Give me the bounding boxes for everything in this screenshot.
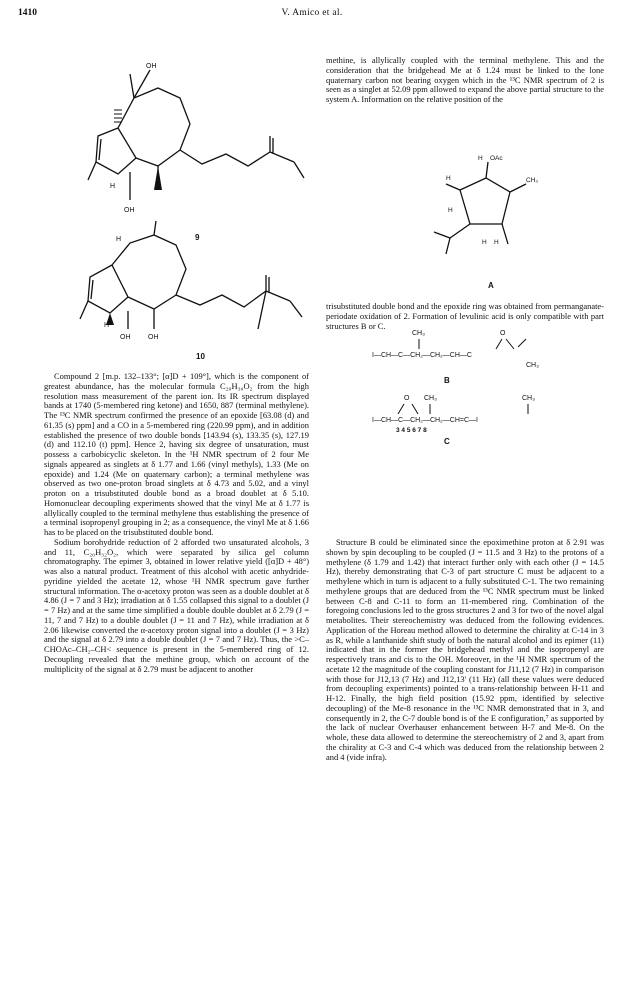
paragraph: Compound 2 [m.p. 132–133°; [α]D + 109°], which is the component of greatest abundance, has the molecular formula C₂₀H₃₀O₂ from the high resolution mass measurement of the parent ion. Its IR spectrum displayed bands at 1740 (5-membered ring ketone) and 1650, 887 (terminal methylene). The ¹³C NMR spectrum confirmed the presence of an epoxide [63.08 (d) and 61.35 (s) ppm] and a CO in a 5-membered ring (220.99 ppm), and in addition established the presence of two double bonds [143.94 (s), 133.35 (s), 127.19 (d) and 112.10 (t) ppm]. Hence 2, having six degree of unsaturation, must possess a carbobicyclic skeleton. In the ¹H NMR spectrum of 2 four Me signals appeared as singlets at δ 1.77 and 1.66 (vinyl methyls), 1.33 (Me on epoxide) and 1.24 (Me on quaternary carbon); a terminal methylene was observed as two one-proton broad singlets at δ 4.73 and 5.02, and a vinyl proton on a trisubstituted double bond as a broad doublet at δ 5.10. Homonuclear decoupling experiments showed that the vinyl Me at δ 1.77 is allylically coupled to the terminal methylene thus establishing the presence of a terminal isopropenyl grouping in 2; as a consequence, the vinyl Me at δ 1.66 has to be placed on the trisubstituted double bond. [44, 371, 309, 537]
atom-h: H [110, 183, 116, 190]
atom-h-a5: H [494, 239, 499, 246]
atom-o-c: O [404, 395, 410, 402]
c-numbers: 3 4 5 6 7 8 [396, 427, 427, 434]
atom-oac: OAc [490, 155, 503, 162]
atom-oh: OH [146, 63, 157, 70]
page-number: 1410 [18, 8, 37, 18]
paragraph: Sodium borohydride reduction of 2 afforded two unsaturated alcohols, 3 and 11, C₂₀H₃₂O₂, which were separated by silica gel column chromatography. The epimer 3, obtained in lower relative yield ([α]D + 48°) was also a natural product. Treatment of this alcohol with acetic anhydride-pyridine yielded the acetate 12, whose ¹H NMR spectrum gave further structural information. The α-acetoxy proton was seen as a double doublet at δ 4.86 (J = 7 and 3 Hz); irradiation at δ 1.55 collapsed this signal to a doublet (J = 7 Hz) and at the same time simplified a double double doublet at δ 2.79 (J = 11, 7 and 7 Hz) to a double doublet (J = 11 and 7 Hz), while irradiation at δ 2.06 likewise converted the α-acetoxy proton signal into a doublet (J = 3 Hz) and the signal at δ 2.79 into a double doublet (J = 7 and 7 Hz). Thus, the >C–CHOAc–CH₂–CH< sequence is present in the 5-membered ring of 12. Decoupling revealed that the methine group, which on account of the multiplicity of the signal at δ 2.79 must be adjacent to another [44, 536, 309, 674]
atom-oh-2: OH [124, 207, 135, 214]
formula-b: I—CH—C—CH₂—CH₂—CH—C [372, 352, 472, 359]
atom-ch3-b: CH₃ [412, 330, 425, 337]
label-10: 10 [196, 352, 205, 361]
label-A: A [488, 281, 494, 290]
atom-ch3-b2: CH₃ [526, 362, 539, 369]
atom-h-a4: H [482, 239, 487, 246]
paragraph: Structure B could be eliminated since the epoximethine proton at δ 2.91 was shown by spin decoupling to be coupled (J = 11.5 and 3 Hz) to the protons of a methylene (δ 1.79 and 1.42) that interact further only with each other (J = 14.5 Hz), thereby demonstrating that C-3 of part structure C must be adjacent to a methylene which in turn is adjacent to a fully substituted C-1. The two remaining methylene groups that are deduced from the ¹³C NMR spectrum must be linked between C-8 and C-11 to form an 11-membered ring. Combination of the foregoing conclusions led to the gross structures 2 and 3 for two of the novel algal metabolites. Their stereochemistry was deduced from the following evidences. Application of the Horeau method allowed to determine the chirality at C-14 in 3 as R, while a lanthanide shift study of both the natural alcohol and its epimer (11) indicated that in the former the bridgehead methyl and the isopropenyl are respectively trans and cis to the OH. Moreover, in the ¹H NMR spectrum of the acetate 12 the magnitude of the coupling constant for J11,12 (7 Hz) in comparison with those for J12,13 (7 Hz) and J12,13' (11 Hz) (all these values were deduced from decoupling experiments) pointed to a trans-relationship between H-11 and H-12. Finally, the high field position (15.92 ppm, identified by selective decoupling) of the Me-8 resonance in the ¹³C NMR demonstrated that in 3, and consequently in 2, the C-7 double bond is of the E configuration,⁷ as supported by the lack of nuclear Overhauser enhancement between H-7 and Me-8. On the whole, these data allowed to determine the stereochemistry of 2 and 3, apart from the chirality at C-3 and C-4 which was deduced from the relationship between 2 and 4 (vide infra). [326, 537, 604, 762]
structure-10 [30, 225, 330, 385]
right-column-mid [326, 302, 604, 331]
left-column [44, 372, 309, 674]
atom-o-b: O [500, 330, 506, 337]
atom-ch3-c2: CH₃ [522, 395, 535, 402]
paragraph: trisubstituted double bond and the epoxide ring was obtained from permanganate-periodate oxidation of 2. Formation of levulinic acid is only compatible with part structures B or C. [326, 301, 604, 331]
running-header [18, 8, 606, 22]
label-B: B [444, 376, 450, 385]
label-9: 9 [195, 233, 200, 242]
label-C: C [444, 437, 450, 446]
atom-h-10: H [116, 236, 122, 243]
atom-h-a2: H [446, 175, 451, 182]
paragraph: methine, is allylically coupled with the terminal methylene. This and the consideration that the bridgehead Me at δ 1.24 must be linked to the lone quaternary carbon not bearing oxygen which in the ¹³C NMR spectrum of 2 is seen as a singlet at 52.09 ppm allowed to expand the above partial structure to the system A. Information on the relative position of the [326, 55, 604, 104]
structure-C [372, 390, 572, 460]
atom-h-a3: H [448, 207, 453, 214]
running-authors: V. Amico et al. [281, 8, 343, 18]
right-column-bottom [326, 538, 604, 762]
atom-ch3-c: CH₃ [424, 395, 437, 402]
atom-ch3-a: CH₃ [526, 177, 539, 184]
right-column-top [326, 56, 604, 105]
formula-c: I—CH—C—CH₂—CH₂—CH=C—I [372, 417, 478, 424]
atom-oh-10b: OH [148, 334, 159, 341]
structure-9 [30, 40, 330, 250]
atom-h-10b: H [104, 322, 110, 329]
atom-h-a1: H [478, 155, 483, 162]
atom-oh-10a: OH [120, 334, 131, 341]
structure-A [390, 150, 590, 290]
